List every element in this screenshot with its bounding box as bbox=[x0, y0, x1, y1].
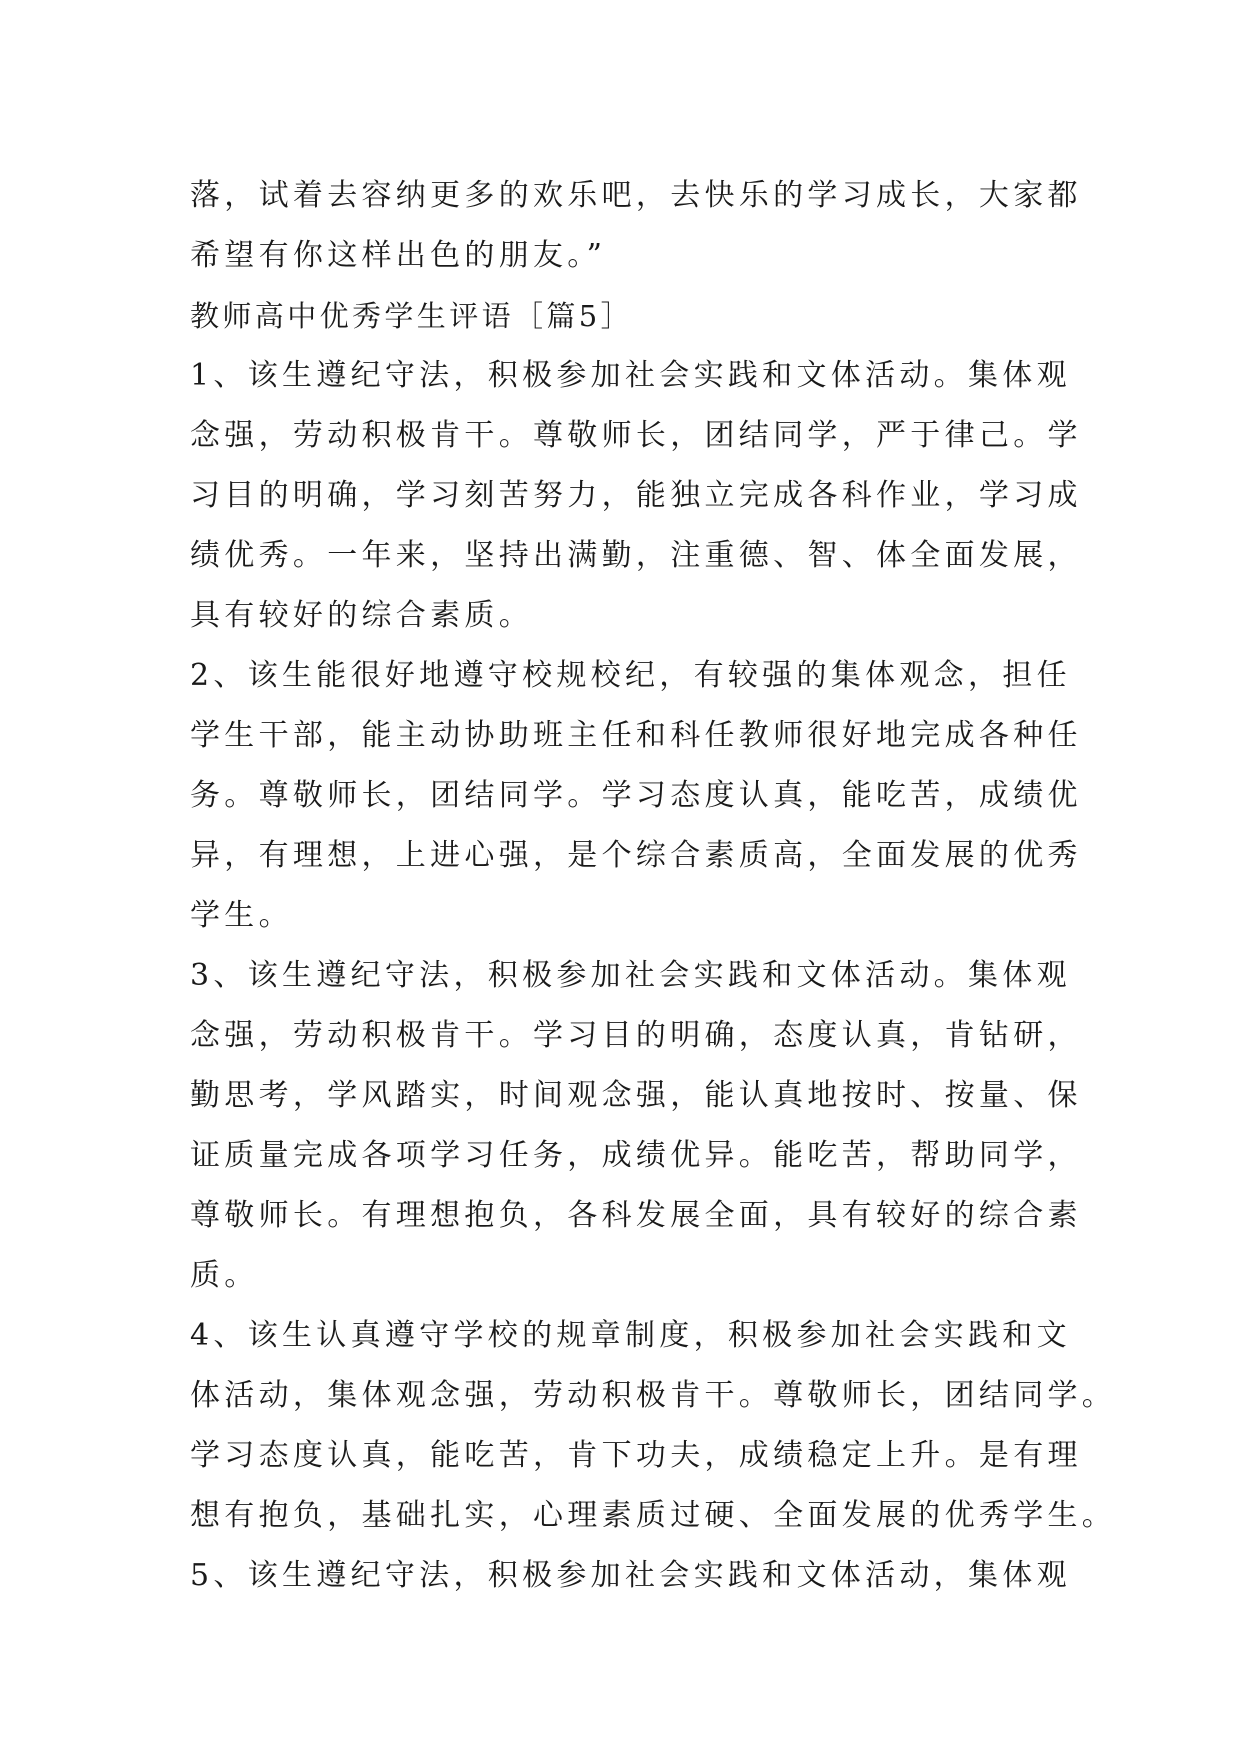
text-line: 2、该生能很好地遵守校规校纪，有较强的集体观念，担任 bbox=[190, 658, 1071, 693]
text-line: 学生。 bbox=[190, 898, 293, 933]
text-line: 体活动，集体观念强，劳动积极肯干。尊敬师长，团结同学。 bbox=[190, 1378, 1117, 1413]
text-line: 落，试着去容纳更多的欢乐吧，去快乐的学习成长，大家都 bbox=[190, 178, 1082, 213]
text-line: 4、该生认真遵守学校的规章制度，积极参加社会实践和文 bbox=[190, 1318, 1071, 1353]
text-line: 习目的明确，学习刻苦努力，能独立完成各科作业，学习成 bbox=[190, 478, 1082, 513]
text-line: 1、该生遵纪守法，积极参加社会实践和文体活动。集体观 bbox=[190, 358, 1071, 393]
text-line: 希望有你这样出色的朋友。” bbox=[190, 238, 607, 273]
text-line: 3、该生遵纪守法，积极参加社会实践和文体活动。集体观 bbox=[190, 958, 1071, 993]
text-line: 5、该生遵纪守法，积极参加社会实践和文体活动，集体观 bbox=[190, 1558, 1071, 1593]
text-line: 想有抱负，基础扎实，心理素质过硬、全面发展的优秀学生。 bbox=[190, 1498, 1117, 1533]
text-line: 学习态度认真，能吃苦，肯下功夫，成绩稳定上升。是有理 bbox=[190, 1438, 1082, 1473]
text-line: 念强，劳动积极肯干。尊敬师长，团结同学，严于律己。学 bbox=[190, 418, 1082, 453]
section-heading: 教师高中优秀学生评语［篇5］ bbox=[190, 299, 634, 333]
text-line: 学生干部，能主动协助班主任和科任教师很好地完成各种任 bbox=[190, 718, 1082, 753]
text-line: 勤思考，学风踏实，时间观念强，能认真地按时、按量、保 bbox=[190, 1078, 1082, 1113]
text-line: 务。尊敬师长，团结同学。学习态度认真，能吃苦，成绩优 bbox=[190, 778, 1082, 813]
text-line: 具有较好的综合素质。 bbox=[190, 598, 533, 633]
text-line: 念强，劳动积极肯干。学习目的明确，态度认真，肯钻研， bbox=[190, 1018, 1082, 1053]
text-line: 尊敬师长。有理想抱负，各科发展全面，具有较好的综合素 bbox=[190, 1198, 1082, 1233]
text-line: 证质量完成各项学习任务，成绩优异。能吃苦，帮助同学， bbox=[190, 1138, 1082, 1173]
text-line: 异，有理想，上进心强，是个综合素质高，全面发展的优秀 bbox=[190, 838, 1082, 873]
document-body bbox=[190, 166, 1117, 1606]
text-line: 质。 bbox=[190, 1258, 259, 1293]
text-line: 绩优秀。一年来，坚持出满勤，注重德、智、体全面发展， bbox=[190, 538, 1082, 573]
